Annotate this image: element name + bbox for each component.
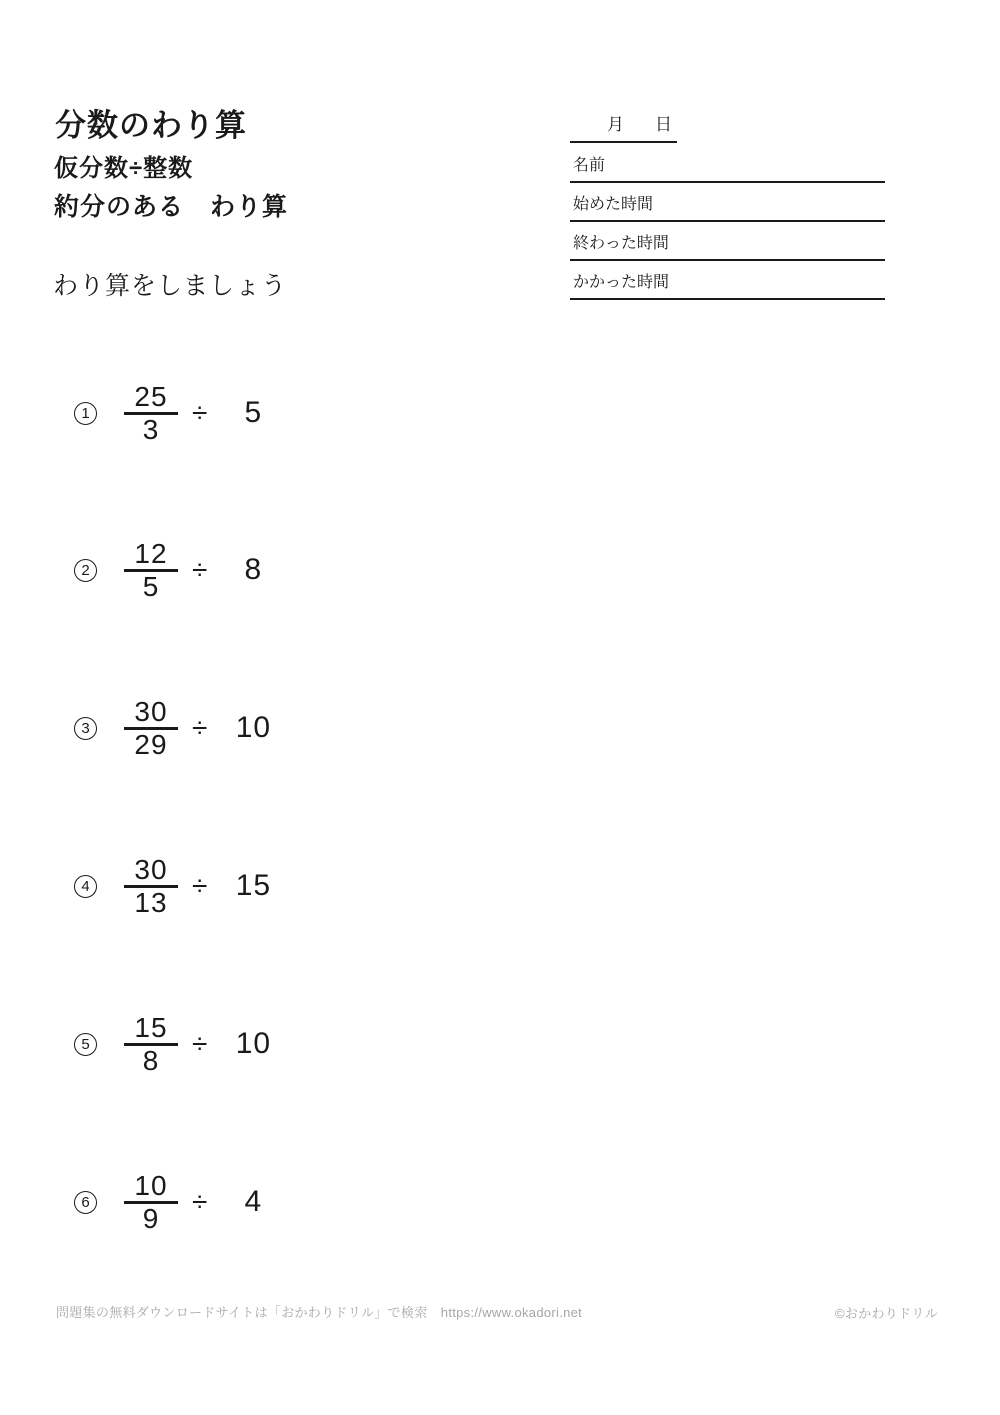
problem-number-circle: 2 (74, 559, 97, 582)
elapsed-time-underline (570, 298, 885, 300)
subtitle-fraction-type: 仮分数÷整数 (54, 155, 194, 182)
problem-number-circle: 1 (74, 402, 97, 425)
problem-row-4 (74, 854, 279, 918)
fraction-numerator: 30 (134, 853, 168, 885)
problem-number-circle: 3 (74, 717, 97, 740)
instruction-text: わり算をしましょう (53, 272, 288, 300)
problem-row-2 (74, 538, 279, 602)
fraction-denominator: 29 (134, 728, 168, 760)
start-time-underline (570, 220, 885, 222)
fraction-denominator: 13 (134, 886, 168, 918)
fraction-denominator: 9 (142, 1202, 160, 1234)
divisor-value: 5 (244, 396, 263, 429)
division-sign: ÷ (192, 712, 208, 743)
end-time-underline (570, 259, 885, 261)
problem-number-circle: 5 (74, 1033, 97, 1056)
division-sign: ÷ (192, 870, 208, 901)
name-label: 名前 (573, 157, 606, 174)
subtitle-reduction: 約分のある わり算 (54, 193, 289, 221)
fraction (124, 697, 178, 760)
divisor-value: 4 (244, 1185, 263, 1218)
page-title: 分数のわり算 (55, 108, 247, 143)
divisor-value: 8 (244, 553, 263, 586)
divisor-value: 10 (235, 711, 272, 744)
month-label: 月 (607, 115, 624, 134)
fraction (124, 539, 178, 602)
start-time-label: 始めた時間 (573, 196, 654, 213)
elapsed-time-label: かかった時間 (573, 274, 670, 291)
division-sign: ÷ (192, 397, 208, 428)
date-underline (570, 141, 677, 143)
day-label: 日 (655, 115, 672, 134)
end-time-label: 終わった時間 (573, 235, 669, 252)
fraction-numerator: 12 (134, 537, 168, 569)
fraction-denominator: 3 (142, 413, 160, 445)
fraction (124, 382, 178, 445)
division-sign: ÷ (192, 1186, 208, 1217)
fraction-numerator: 30 (134, 695, 168, 727)
divisor-value: 15 (235, 869, 272, 902)
problem-number-circle: 4 (74, 875, 97, 898)
problem-row-5 (74, 1012, 279, 1076)
fraction-denominator: 8 (142, 1044, 160, 1076)
date-row (570, 110, 677, 135)
problem-row-3 (74, 696, 279, 760)
problem-number-circle: 6 (74, 1191, 97, 1214)
fraction-denominator: 5 (142, 570, 160, 602)
footer-copyright: ©おかわりドリル (835, 1306, 938, 1321)
footer-site-info: 問題集の無料ダウンロードサイトは「おかわりドリル」で検索 https://www.okadori.net (56, 1305, 583, 1320)
division-sign: ÷ (192, 1028, 208, 1059)
problem-row-6 (74, 1170, 279, 1234)
name-underline (570, 181, 885, 183)
fraction-numerator: 10 (134, 1169, 168, 1201)
division-sign: ÷ (192, 554, 208, 585)
fraction (124, 1013, 178, 1076)
fraction (124, 1171, 178, 1234)
fraction-numerator: 15 (134, 1011, 168, 1043)
divisor-value: 10 (235, 1027, 272, 1060)
fraction (124, 855, 178, 918)
problem-row-1 (74, 381, 279, 445)
fraction-numerator: 25 (134, 380, 168, 412)
